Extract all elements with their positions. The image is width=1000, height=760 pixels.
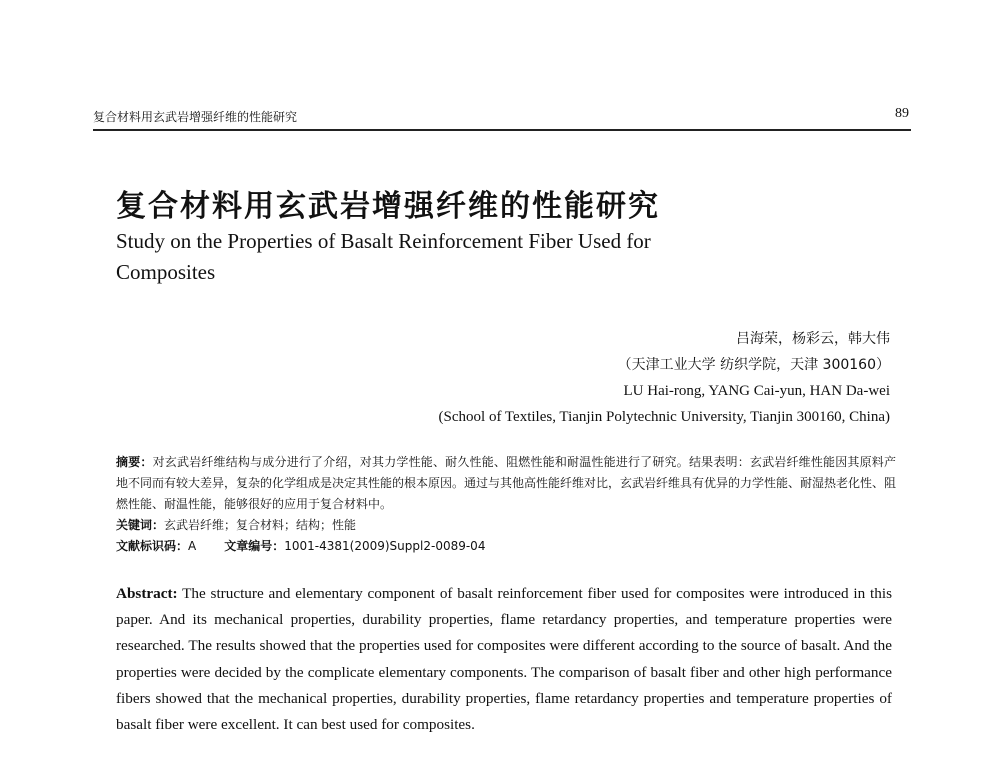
title-english: Study on the Properties of Basalt Reinforcement Fiber Used for Composites — [116, 229, 651, 284]
abstract-chinese-block — [116, 452, 896, 557]
authors-chinese: 吕海荣，杨彩云，韩大伟 — [736, 331, 890, 347]
abstract-chinese-text: 对玄武岩纤维结构与成分进行了介绍，对其力学性能、耐久性能、阻燃性能和耐温性能进行了研究。结果表明：玄武岩纤维性能因其原料产地不同而有较大差异，复杂的化学组成是决定其性能的根本原因。通过与其他高性能纤维对比，玄武岩纤维具有优异的力学性能、耐湿热老化性、阻燃性能、耐温性能，能够很好的应用于复合材料中。 — [116, 455, 897, 511]
abstract-chinese — [116, 452, 896, 515]
identifiers — [116, 536, 896, 557]
abstract-english — [116, 581, 892, 738]
title-chinese: 复合材料用玄武岩增强纤维的性能研究 — [116, 189, 660, 224]
article-no-label: 文章编号： — [224, 539, 285, 553]
abstract-english-text: The structure and elementary component of basalt reinforcement fiber used for composites were introduced in this paper. And its mechanical properties, durability properties, flame retardancy properties, and temperature properties were researched. The results showed that the properties used for composites were different according to the source of basalt. And the properties were decided by the complicate elementary components. The comparison of basalt fiber and other high performance fibers showed that the mechanical properties, durability properties, flame retardancy properties and temperature properties of basalt fiber were excellent. It can best used for composites. — [116, 585, 892, 734]
keywords-label: 关键词： — [116, 518, 165, 532]
article-no: 1001-4381(2009)Suppl2-0089-04 — [284, 539, 486, 553]
page-number: 89 — [895, 106, 909, 121]
keywords — [116, 515, 896, 536]
abstract-chinese-label: 摘要： — [116, 455, 153, 469]
authors-english: LU Hai-rong, YANG Cai-yun, HAN Da-wei — [623, 383, 890, 399]
doc-code: A — [188, 539, 197, 553]
keywords-text: 玄武岩纤维；复合材料；结构；性能 — [164, 518, 357, 532]
running-title: 复合材料用玄武岩增强纤维的性能研究 — [93, 110, 298, 124]
affiliation-chinese: （天津工业大学 纺织学院，天津 300160） — [617, 357, 890, 373]
affiliation-english: (School of Textiles, Tianjin Polytechnic University, Tianjin 300160, China) — [438, 409, 890, 425]
byline — [439, 326, 890, 430]
abstract-english-label: Abstract: — [116, 585, 178, 602]
running-header — [93, 106, 911, 128]
doc-code-label: 文献标识码： — [116, 539, 189, 553]
header-rule — [93, 129, 911, 131]
